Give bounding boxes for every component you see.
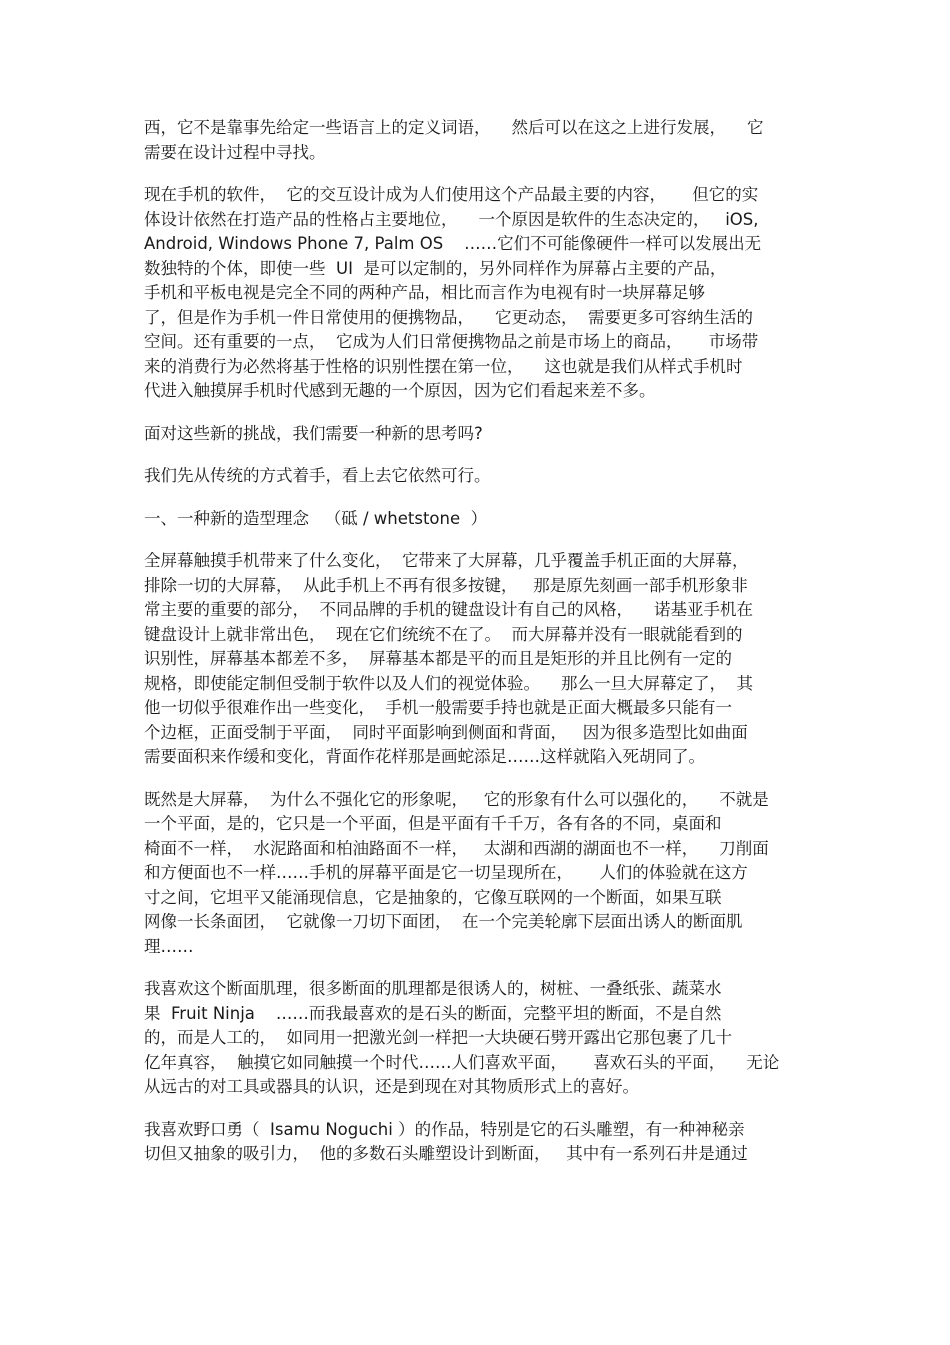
paragraph	[144, 116, 806, 165]
text-line: 键盘设计上就非常出色， 现在它们统统不在了。 而大屏幕并没有一眼就能看到的	[144, 624, 743, 644]
text-line: 空间。还有重要的一点， 它成为人们日常便携物品之前是市场上的商品， 市场带	[144, 332, 759, 351]
paragraph	[144, 549, 806, 770]
text-line: 既然是大屏幕， 为什么不强化它的形象呢， 它的形象有什么可以强化的， 不就是	[144, 789, 769, 809]
text-line: 个边框，正面受制于平面， 同时平面影响到侧面和背面， 因为很多造型比如曲面	[144, 722, 748, 742]
text-line: 现在手机的软件， 它的交互设计成为人们使用这个产品最主要的内容， 但它的实	[144, 185, 759, 204]
text-line: 果 Fruit Ninja ……而我最喜欢的是石头的断面，完整平坦的断面，不是自然	[144, 1003, 722, 1023]
text-line: 西，它不是靠事先给定一些语言上的定义词语， 然后可以在这之上进行发展， 它	[144, 118, 764, 137]
text-line: 常主要的重要的部分， 不同品牌的手机的键盘设计有自己的风格， 诺基亚手机在	[144, 600, 753, 619]
text-line: 他一切似乎很难作出一些变化， 手机一般需要手持也就是正面大概最多只能有一	[144, 698, 732, 717]
text-line: 的，而是人工的， 如同用一把激光剑一样把一大块硬石劈开露出它那包裹了几十	[144, 1028, 732, 1047]
text-line: 需要面积来作缓和变化，背面作花样那是画蛇添足……这样就陷入死胡同了。	[144, 747, 705, 766]
text-line: 面对这些新的挑战，我们需要一种新的思考吗?	[144, 423, 483, 443]
text-line: 网像一长条面团， 它就像一刀切下面团， 在一个完美轮廓下层面出诱人的断面肌	[144, 912, 743, 931]
paragraph	[144, 464, 806, 489]
text-line: 体设计依然在打造产品的性格占主要地位， 一个原因是软件的生态决定的， iOS,	[144, 209, 759, 229]
text-line: 排除一切的大屏幕， 从此手机上不再有很多按键， 那是原先刻画一部手机形象非	[144, 575, 748, 595]
text-line: 从远古的对工具或器具的认识，还是到现在对其物质形式上的喜好。	[144, 1077, 639, 1096]
text-line: 来的消费行为必然将基于性格的识别性摆在第一位， 这也就是我们从样式手机时	[144, 356, 743, 376]
paragraph	[144, 788, 806, 960]
document-body	[144, 116, 806, 1185]
text-line: 理……	[144, 936, 194, 956]
text-line: 全屏幕触摸手机带来了什么变化， 它带来了大屏幕，几乎覆盖手机正面的大屏幕，	[144, 551, 749, 570]
text-line: 亿年真容， 触摸它如同触摸一个时代……人们喜欢平面， 喜欢石头的平面， 无论	[144, 1052, 780, 1072]
paragraph	[144, 1118, 806, 1167]
text-line: 我喜欢野口勇（ Isamu Noguchi ）的作品，特别是它的石头雕塑，有一种神秘亲	[144, 1119, 745, 1139]
paragraph	[144, 422, 806, 447]
text-line: 需要在设计过程中寻找。	[144, 142, 326, 162]
text-line: 我喜欢这个断面肌理，很多断面的肌理都是很诱人的，树桩、一叠纸张、蔬菜水	[144, 979, 722, 998]
text-line: 识别性，屏幕基本都差不多， 屏幕基本都是平的而且是矩形的并且比例有一定的	[144, 649, 732, 668]
text-line: 一个平面，是的，它只是一个平面，但是平面有千千万，各有各的不同，桌面和	[144, 814, 722, 833]
text-line: 和方便面也不一样……手机的屏幕平面是它一切呈现所在， 人们的体验就在这方	[144, 863, 748, 882]
paragraph	[144, 977, 806, 1100]
text-line: 数独特的个体，即使一些 UI 是可以定制的，另外同样作为屏幕占主要的产品，	[144, 258, 727, 278]
text-line: 椅面不一样， 水泥路面和柏油路面不一样， 太湖和西湖的湖面也不一样， 刀削面	[144, 838, 769, 858]
text-line: 我们先从传统的方式着手，看上去它依然可行。	[144, 466, 491, 485]
paragraph	[144, 507, 806, 532]
text-line: 规格，即使能定制但受制于软件以及人们的视觉体验。 那么一旦大屏幕定了， 其	[144, 673, 753, 693]
text-line: 手机和平板电视是完全不同的两种产品，相比而言作为电视有时一块屏幕足够	[144, 283, 705, 302]
text-line: Android, Windows Phone 7, Palm OS ……它们不可能像硬件一样可以发展出无	[144, 234, 762, 253]
text-line: 了，但是作为手机一件日常使用的便携物品， 它更动态， 需要更多可容纳生活的	[144, 307, 753, 327]
text-line: 代进入触摸屏手机时代感到无趣的一个原因，因为它们看起来差不多。	[144, 381, 656, 400]
paragraph	[144, 183, 806, 404]
text-line: 一、一种新的造型理念 （砥 / whetstone ）	[144, 508, 488, 528]
text-line: 切但又抽象的吸引力， 他的多数石头雕塑设计到断面， 其中有一系列石井是通过	[144, 1144, 748, 1163]
text-line: 寸之间，它坦平又能涌现信息，它是抽象的，它像互联网的一个断面，如果互联	[144, 887, 722, 907]
